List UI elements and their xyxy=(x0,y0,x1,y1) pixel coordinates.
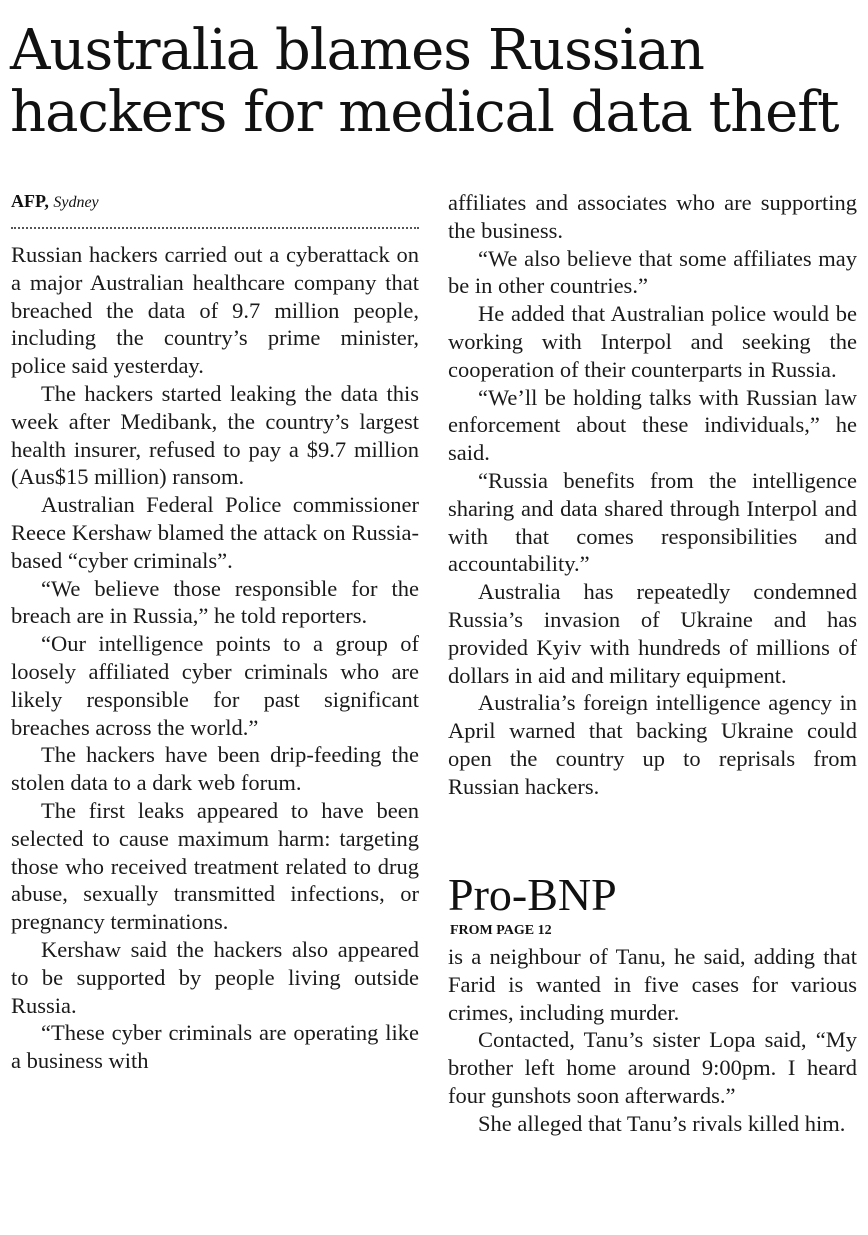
paragraph: Russian hackers carried out a cyberattack on a major Australian healthcare company that breached the data of 9.7 million people, including the country’s prime minister, police said yesterday. xyxy=(11,242,419,379)
continuation-column xyxy=(448,943,857,1138)
paragraph: The hackers have been drip-feeding the stolen data to a dark web forum. xyxy=(11,742,419,796)
article-column-left xyxy=(11,241,419,1075)
paragraph: She alleged that Tanu’s rivals killed him. xyxy=(478,1110,846,1136)
paragraph: “We believe those responsible for the breach are in Russia,” he told reporters. xyxy=(11,575,419,629)
paragraph: “Russia benefits from the intelligence sharing and data shared through Interpol and with that comes responsibilities and accountability.” xyxy=(448,467,857,577)
byline-divider xyxy=(11,227,419,229)
paragraph: is a neighbour of Tanu, he said, adding that Farid is wanted in five cases for various crimes, including murder. xyxy=(448,944,857,1025)
paragraph: “Our intelligence points to a group of loosely affiliated cyber criminals who are likely responsible for past significant breaches across the world.” xyxy=(11,631,419,740)
paragraph: “We also believe that some affiliates may be in other countries.” xyxy=(448,245,857,299)
paragraph: affiliates and associates who are supporting the business. xyxy=(448,190,857,243)
paragraph: Kershaw said the hackers also appeared to be supported by people living outside Russia. xyxy=(11,936,419,1018)
byline xyxy=(11,191,99,212)
paragraph: The hackers started leaking the data this week after Medibank, the country’s largest health insurer, refused to pay a $9.7 million (Aus$15 million) ransom. xyxy=(11,380,419,490)
paragraph: He added that Australian police would be working with Interpol and seeking the cooperation of their counterparts in Russia. xyxy=(448,301,857,382)
paragraph: Australia’s foreign intelligence agency in April warned that backing Ukraine could open the country up to reprisals from Russian hackers. xyxy=(448,690,857,799)
paragraph: Contacted, Tanu’s sister Lopa said, “My brother left home around 9:00pm. I heard four gunshots soon afterwards.” xyxy=(448,1027,857,1108)
paragraph: Australian Federal Police commissioner Reece Kershaw blamed the attack on Russia-based “cyber criminals”. xyxy=(11,492,419,573)
paragraph: Australia has repeatedly condemned Russia’s invasion of Ukraine and has provided Kyiv with hundreds of millions of dollars in aid and military equipment. xyxy=(448,579,857,688)
continuation-headline: Pro-BNP xyxy=(448,869,617,920)
article-headline: Australia blames Russian hackers for medical data theft xyxy=(10,18,839,145)
jump-label: FROM PAGE 12 xyxy=(450,923,552,938)
paragraph: The first leaks appeared to have been selected to cause maximum harm: targeting those who received treatment related to drug abuse, sexually transmitted infections, or pregnancy terminations. xyxy=(11,797,419,935)
paragraph: “We’ll be holding talks with Russian law enforcement about these individuals,” he said. xyxy=(448,384,857,466)
byline-agency: AFP, xyxy=(11,191,49,211)
paragraph: “These cyber criminals are operating like a business with xyxy=(11,1020,419,1074)
article-column-right xyxy=(448,189,857,801)
byline-location: Sydney xyxy=(53,194,99,211)
